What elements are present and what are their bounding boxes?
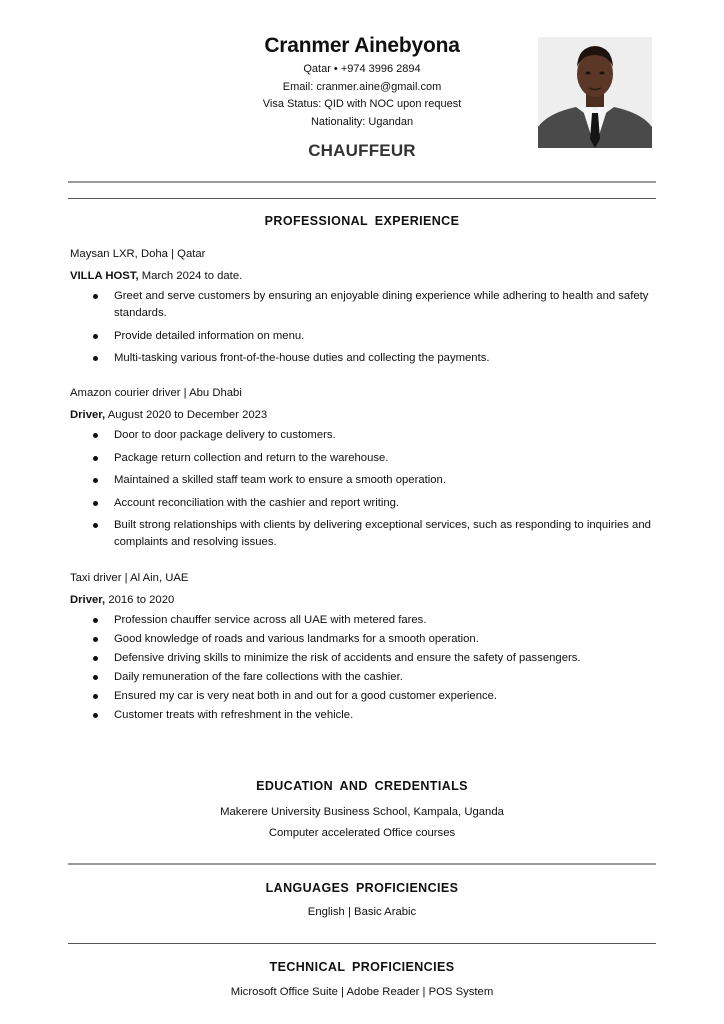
location-phone: Qatar • +974 3996 2894 (303, 63, 421, 75)
experience-entry (70, 385, 660, 557)
position-line (70, 592, 660, 608)
person-portrait-icon (538, 37, 652, 148)
nationality: Nationality: Ugandan (310, 115, 414, 128)
header-divider (68, 181, 656, 183)
list-item: Ensured my car is very neat both in and out for a good customer experience. (70, 688, 660, 705)
experience-entry (70, 246, 660, 373)
position-title: VILLA HOST, (70, 270, 139, 282)
list-item: Door to door package delivery to customers. (70, 427, 660, 444)
duties-list (70, 288, 660, 367)
position-title: Driver, (70, 409, 106, 421)
section-divider (68, 863, 656, 865)
languages-list: English | Basic Arabic (307, 906, 417, 918)
company-line: Maysan LXR, Doha | Qatar (70, 248, 206, 260)
list-item: Customer treats with refreshment in the vehicle. (70, 707, 660, 724)
list-item: Profession chauffer service across all UAE with metered fares. (70, 612, 660, 629)
list-item: Multi-tasking various front-of-the-house duties and collecting the payments. (70, 350, 660, 367)
duties-list (70, 427, 660, 551)
position-period: 2016 to 2020 (108, 594, 175, 606)
list-item: Good knowledge of roads and various landmarks for a smooth operation. (70, 631, 660, 648)
candidate-name: Cranmer Ainebyona (264, 34, 460, 57)
technical-list: Microsoft Office Suite | Adobe Reader | POS System (230, 986, 494, 998)
education-course: Computer accelerated Office courses (268, 827, 456, 839)
position-title: Driver, (70, 594, 106, 606)
duties-list (70, 612, 660, 724)
education-school: Makerere University Business School, Kampala, Uganda (220, 806, 504, 818)
list-item: Provide detailed information on menu. (70, 328, 660, 345)
experience-entry (70, 570, 660, 726)
visa-status: Visa Status: QID with NOC upon request (262, 98, 462, 110)
list-item: Maintained a skilled staff team work to ensure a smooth operation. (70, 472, 660, 489)
company-line: Taxi driver | Al Ain, UAE (70, 572, 189, 584)
position-line (70, 268, 660, 284)
section-divider (68, 943, 656, 944)
technical-heading: TECHNICAL PROFICIENCIES (269, 960, 455, 974)
profile-photo (538, 37, 652, 148)
position-line (70, 407, 660, 423)
list-item: Greet and serve customers by ensuring an enjoyable dining experience while adhering to health and safety standards. (70, 288, 660, 322)
section-divider (68, 198, 656, 199)
email: Email: cranmer.aine@gmail.com (282, 80, 442, 93)
list-item: Built strong relationships with clients by delivering exceptional services, such as responding to inquiries and complaints and resolving issues. (70, 517, 660, 551)
list-item: Daily remuneration of the fare collections with the cashier. (70, 669, 660, 686)
list-item: Account reconciliation with the cashier and report writing. (70, 495, 660, 512)
experience-heading: PROFESSIONAL EXPERIENCE (264, 214, 460, 228)
list-item: Defensive driving skills to minimize the risk of accidents and ensure the safety of passengers. (70, 650, 660, 667)
education-heading: EDUCATION AND CREDENTIALS (256, 779, 468, 793)
job-title: CHAUFFEUR (308, 141, 416, 160)
languages-heading: LANGUAGES PROFICIENCIES (265, 881, 459, 895)
list-item: Package return collection and return to the warehouse. (70, 450, 660, 467)
position-period: March 2024 to date. (141, 270, 243, 282)
company-line: Amazon courier driver | Abu Dhabi (70, 387, 242, 399)
position-period: August 2020 to December 2023 (107, 409, 268, 421)
